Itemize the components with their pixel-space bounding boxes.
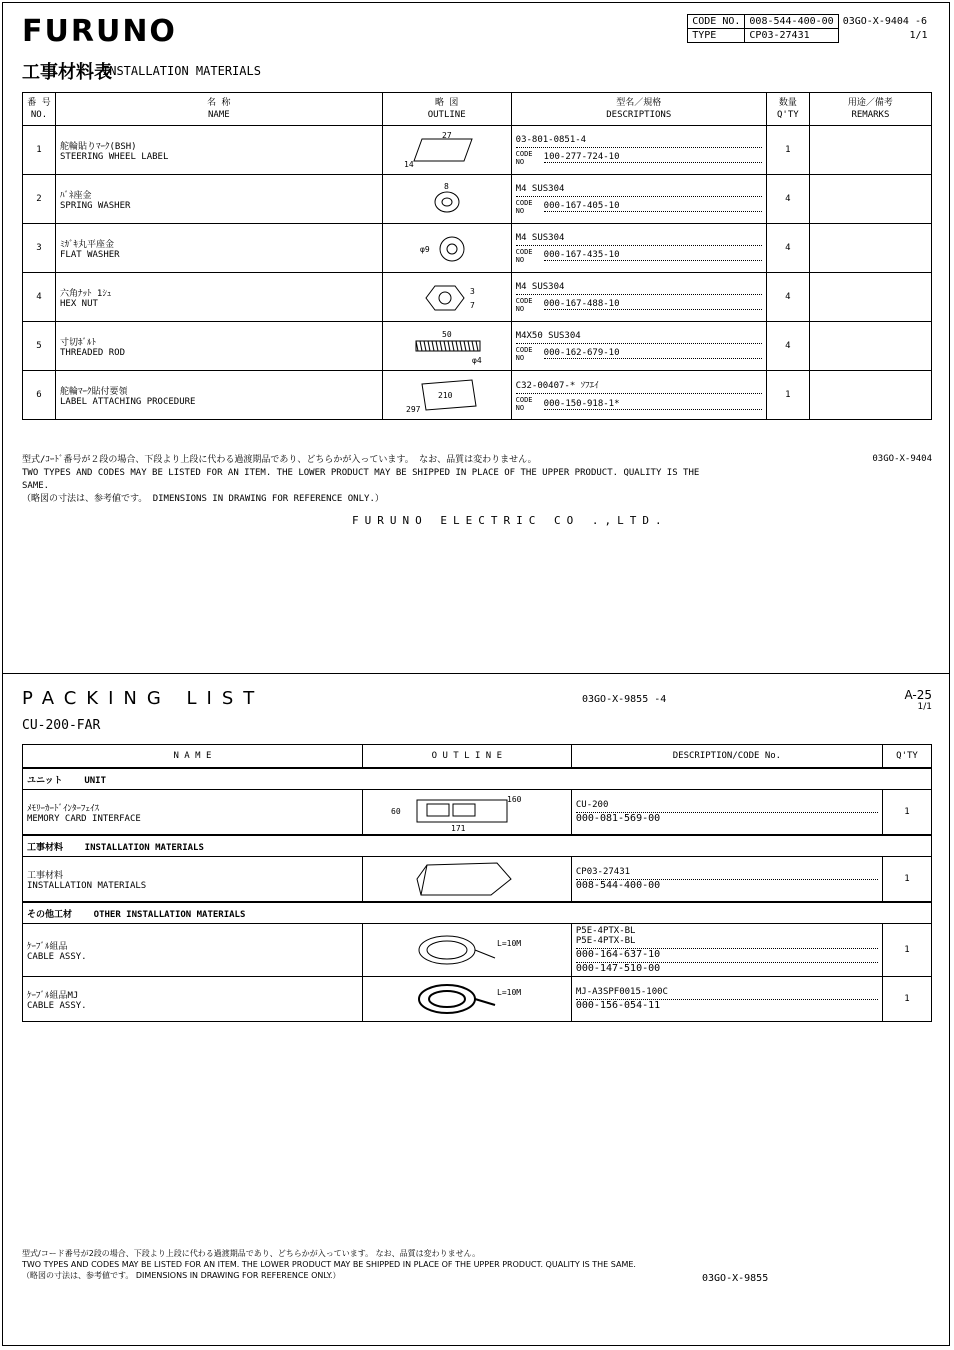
svg-text:φ9: φ9 xyxy=(419,245,430,254)
svg-text:171: 171 xyxy=(450,824,466,832)
item-name: ﾐｶﾞｷ丸平座金 FLAT WASHER xyxy=(56,224,383,273)
item-remarks xyxy=(809,126,931,175)
note-jp: 型式/ｺｰﾄﾞ番号が２段の場合、下段より上段に代わる過渡期品であり、どちらかが入っています。 なお、品質は変わりません。 xyxy=(22,455,537,465)
header-outline: 略 図 OUTLINE xyxy=(382,93,511,126)
header-desc: 型名／規格 DESCRIPTIONS xyxy=(511,93,766,126)
label-icon xyxy=(382,126,511,175)
doc-no: 03GO-X-9404 -6 xyxy=(842,16,927,27)
type-label: TYPE xyxy=(688,29,745,43)
code-box xyxy=(687,14,932,43)
item-qty: 1 xyxy=(883,924,932,977)
item-desc: MJ-A3SPF0015-100C 000-156-054-11 xyxy=(571,977,882,1022)
threaded-rod-icon xyxy=(382,322,511,371)
packing-notes xyxy=(22,1248,662,1281)
notes xyxy=(22,454,722,506)
table-row xyxy=(23,126,932,175)
item-qty: 4 xyxy=(766,175,809,224)
section-row xyxy=(23,902,932,924)
note-dimensions: （略図の寸法は、参考値です。 DIMENSIONS IN DRAWING FOR REFERENCE ONLY.） xyxy=(22,1271,341,1280)
card-interface-icon xyxy=(362,790,571,836)
item-qty: 1 xyxy=(766,126,809,175)
page-divider xyxy=(2,673,950,674)
spring-washer-icon xyxy=(382,175,511,224)
section-title: ユニット UNIT xyxy=(23,768,932,790)
item-desc: C32-00407-* ｿﾌｴｲ CODE NO 000-150-918-1* xyxy=(511,371,766,420)
item-name: ﾒﾓﾘｰｶｰﾄﾞｲﾝﾀｰﾌｪｲｽ MEMORY CARD INTERFACE xyxy=(23,790,363,836)
section-title: その他工材 OTHER INSTALLATION MATERIALS xyxy=(23,902,932,924)
header-name: N A M E xyxy=(23,745,363,769)
svg-text:8: 8 xyxy=(443,182,449,191)
item-no: 2 xyxy=(23,175,56,224)
item-desc: M4 SUS304 CODE NO 000-167-435-10 xyxy=(511,224,766,273)
note-en: TWO TYPES AND CODES MAY BE LISTED FOR AN ITEM. THE LOWER PRODUCT MAY BE SHIPPED IN PLACE OF THE UPPER PRODUCT. QUALITY IS THE SAME. xyxy=(22,1260,636,1269)
svg-text:φ4: φ4 xyxy=(471,356,482,365)
item-name: 六角ﾅｯﾄ 1ｼｭ HEX NUT xyxy=(56,273,383,322)
item-name: ｹｰﾌﾞﾙ組品 CABLE ASSY. xyxy=(23,924,363,977)
header-desc: DESCRIPTION/CODE No. xyxy=(571,745,882,769)
model-name: CU-200-FAR xyxy=(22,718,101,733)
packing-doc-no: 03GO-X-9855 -4 xyxy=(582,694,667,705)
item-desc: 03-801-0851-4 CODE NO 100-277-724-10 xyxy=(511,126,766,175)
sheet-icon xyxy=(382,371,511,420)
note-dimensions: （略図の寸法は、参考値です。 DIMENSIONS IN DRAWING FOR REFERENCE ONLY.） xyxy=(22,494,384,504)
item-remarks xyxy=(809,273,931,322)
table-row xyxy=(23,924,932,977)
item-remarks xyxy=(809,322,931,371)
item-name: 寸切ﾎﾞﾙﾄ THREADED ROD xyxy=(56,322,383,371)
table-row xyxy=(23,224,932,273)
title-en: INSTALLATION MATERIALS xyxy=(102,64,261,78)
svg-text:L=10M: L=10M xyxy=(496,939,521,948)
code-no-label: CODE NO. xyxy=(688,15,745,29)
packing-title: PACKING LIST xyxy=(22,688,265,709)
item-no: 1 xyxy=(23,126,56,175)
svg-text:L=10M: L=10M xyxy=(496,988,521,997)
section-row xyxy=(23,835,932,857)
note-en: TWO TYPES AND CODES MAY BE LISTED FOR AN ITEM. THE LOWER PRODUCT MAY BE SHIPPED IN PLACE OF THE UPPER PRODUCT. QUALITY IS THE SAME. xyxy=(22,468,700,491)
item-desc: M4 SUS304 CODE NO 000-167-488-10 xyxy=(511,273,766,322)
item-desc: P5E-4PTX-BL P5E-4PTX-BL 000-164-637-10 000-147-510-00 xyxy=(571,924,882,977)
hex-nut-icon xyxy=(382,273,511,322)
item-no: 4 xyxy=(23,273,56,322)
item-name: ﾊﾞﾈ座金 SPRING WASHER xyxy=(56,175,383,224)
note-jp: 型式/コード番号が2段の場合、下段より上段に代わる過渡期品であり、どちらかが入っています。 なお、品質は変わりません。 xyxy=(22,1249,481,1258)
item-remarks xyxy=(809,224,931,273)
section-title: 工事材料 INSTALLATION MATERIALS xyxy=(23,835,932,857)
item-qty: 4 xyxy=(766,273,809,322)
page-number: A-25 1/1 xyxy=(904,688,932,712)
svg-text:160: 160 xyxy=(506,795,522,804)
item-qty: 4 xyxy=(766,322,809,371)
furuno-logo: FURUNO xyxy=(22,14,177,49)
svg-text:210: 210 xyxy=(437,391,453,400)
type-value: CP03-27431 xyxy=(745,29,838,43)
table-row xyxy=(23,175,932,224)
table-row xyxy=(23,857,932,903)
header-qty: 数量 Q'TY xyxy=(766,93,809,126)
item-qty: 1 xyxy=(766,371,809,420)
header-outline: O U T L I N E xyxy=(362,745,571,769)
item-desc: M4X50 SUS304 CODE NO 000-162-679-10 xyxy=(511,322,766,371)
item-qty: 1 xyxy=(883,857,932,903)
svg-text:50: 50 xyxy=(441,330,452,339)
item-remarks xyxy=(809,175,931,224)
svg-text:14: 14 xyxy=(403,160,414,169)
section-row xyxy=(23,768,932,790)
item-name: 舵輪貼りﾏｰｸ(BSH) STEERING WHEEL LABEL xyxy=(56,126,383,175)
table-row xyxy=(23,371,932,420)
item-qty: 4 xyxy=(766,224,809,273)
footer-doc-no: 03GO-X-9404 xyxy=(872,454,932,464)
item-name: ｹｰﾌﾞﾙ組品MJ CABLE ASSY. xyxy=(23,977,363,1022)
svg-text:297: 297 xyxy=(405,405,421,414)
header-no: 番 号 NO. xyxy=(23,93,56,126)
title-jp: 工事材料表 xyxy=(22,62,112,83)
item-name: 工事材料 INSTALLATION MATERIALS xyxy=(23,857,363,903)
item-no: 3 xyxy=(23,224,56,273)
item-desc: CU-200 000-081-569-00 xyxy=(571,790,882,836)
table-header xyxy=(23,745,932,769)
item-qty: 1 xyxy=(883,790,932,836)
code-no-value: 008-544-400-00 xyxy=(745,15,838,29)
header-remarks: 用途／備考 REMARKS xyxy=(809,93,931,126)
item-qty: 1 xyxy=(883,977,932,1022)
table-row xyxy=(23,322,932,371)
company-name: FURUNO ELECTRIC CO .,LTD. xyxy=(352,514,668,527)
installation-table xyxy=(22,92,932,420)
item-no: 5 xyxy=(23,322,56,371)
item-desc: M4 SUS304 CODE NO 000-167-405-10 xyxy=(511,175,766,224)
cable-icon xyxy=(362,924,571,977)
sheet-no: 1/1 xyxy=(909,30,928,41)
table-row xyxy=(23,977,932,1022)
table-row xyxy=(23,790,932,836)
bag-icon xyxy=(362,857,571,903)
item-remarks xyxy=(809,371,931,420)
table-row xyxy=(23,273,932,322)
flat-washer-icon xyxy=(382,224,511,273)
item-desc: CP03-27431 008-544-400-00 xyxy=(571,857,882,903)
svg-text:3: 3 xyxy=(469,287,475,296)
svg-text:7: 7 xyxy=(469,301,475,310)
packing-list-sheet xyxy=(22,688,932,1338)
header-name: 名 称 NAME xyxy=(56,93,383,126)
item-name: 舵輪ﾏｰｸ貼付要領 LABEL ATTACHING PROCEDURE xyxy=(56,371,383,420)
installation-materials-sheet xyxy=(22,14,932,664)
packing-footer-doc-no: 03GO-X-9855 xyxy=(702,1273,769,1284)
header-qty: Q'TY xyxy=(883,745,932,769)
packing-table xyxy=(22,744,932,1022)
table-header xyxy=(23,93,932,126)
item-no: 6 xyxy=(23,371,56,420)
svg-text:27: 27 xyxy=(441,131,452,140)
cable-mj-icon xyxy=(362,977,571,1022)
svg-text:60: 60 xyxy=(390,807,401,816)
